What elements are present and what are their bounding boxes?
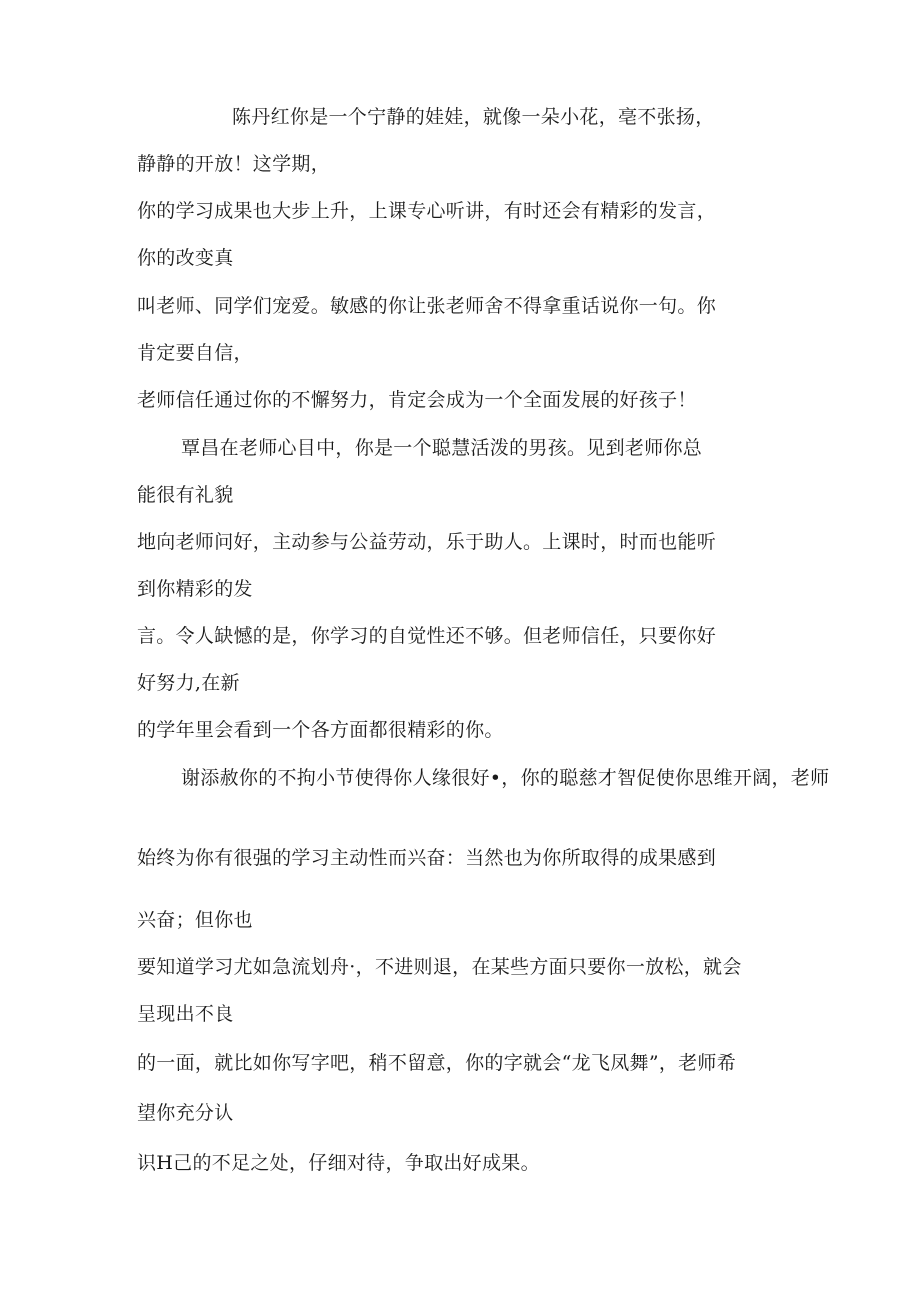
text-line-11: 到你精彩的发 xyxy=(137,578,253,600)
text-line-17: 兴奋；但你也 xyxy=(137,909,253,931)
text-line-10: 地向老师问好，主动参与公益劳动，乐于助人。上课时，时而也能听 xyxy=(137,531,717,553)
text-line-15: 谢添赦你的不拘小节使得你人缘很好•，你的聪慈才智促使你思维开阔，老师 xyxy=(181,767,830,789)
text-line-19: 呈现出不良 xyxy=(137,1003,234,1025)
text-line-4: 你的改变真 xyxy=(137,247,234,269)
text-line-21: 望你充分认 xyxy=(137,1102,234,1124)
text-line-5: 叫老师、同学们宠爱。敏感的你让张老师舍不得拿重话说你一句。你 xyxy=(137,295,717,317)
text-line-20: 的一面，就比如你写字吧，稍不留意，你的字就会“龙飞凤舞”，老师希 xyxy=(137,1052,737,1074)
text-line-3: 你的学习成果也大步上升，上课专心听讲，有时还会有精彩的发言， xyxy=(137,200,717,222)
text-line-7: 老师信任通过你的不懈努力，肯定会成为一个全面发展的好孩子！ xyxy=(137,389,697,411)
text-line-1: 陈丹红你是一个宁静的娃娃，就像一朵小花，亳不张扬， xyxy=(232,106,715,128)
text-line-13: 好努力,在新 xyxy=(137,672,240,694)
text-line-16: 始终为你有很强的学习主动性而兴奋：当然也为你所取得的成果感到 xyxy=(137,847,717,869)
text-line-9: 能很有礼貌 xyxy=(137,484,234,506)
text-line-2: 静静的开放！这学期， xyxy=(137,153,331,175)
text-line-22: 识H己的不足之处，仔细对待，争取出好成果。 xyxy=(137,1152,540,1174)
text-line-6: 肯定要自信， xyxy=(137,342,253,364)
text-line-14: 的学年里会看到一个各方面都很精彩的你。 xyxy=(137,719,504,741)
text-line-12: 言。令人缺憾的是，你学习的自觉性还不够。但老师信任，只要你好 xyxy=(137,625,717,647)
text-line-8: 覃昌在老师心目中，你是一个聪慧活泼的男孩。见到老师你总 xyxy=(181,437,703,459)
text-line-18: 要知道学习尤如急流划舟·，不进则退，在某些方面只要你一放松，就会 xyxy=(137,956,742,978)
